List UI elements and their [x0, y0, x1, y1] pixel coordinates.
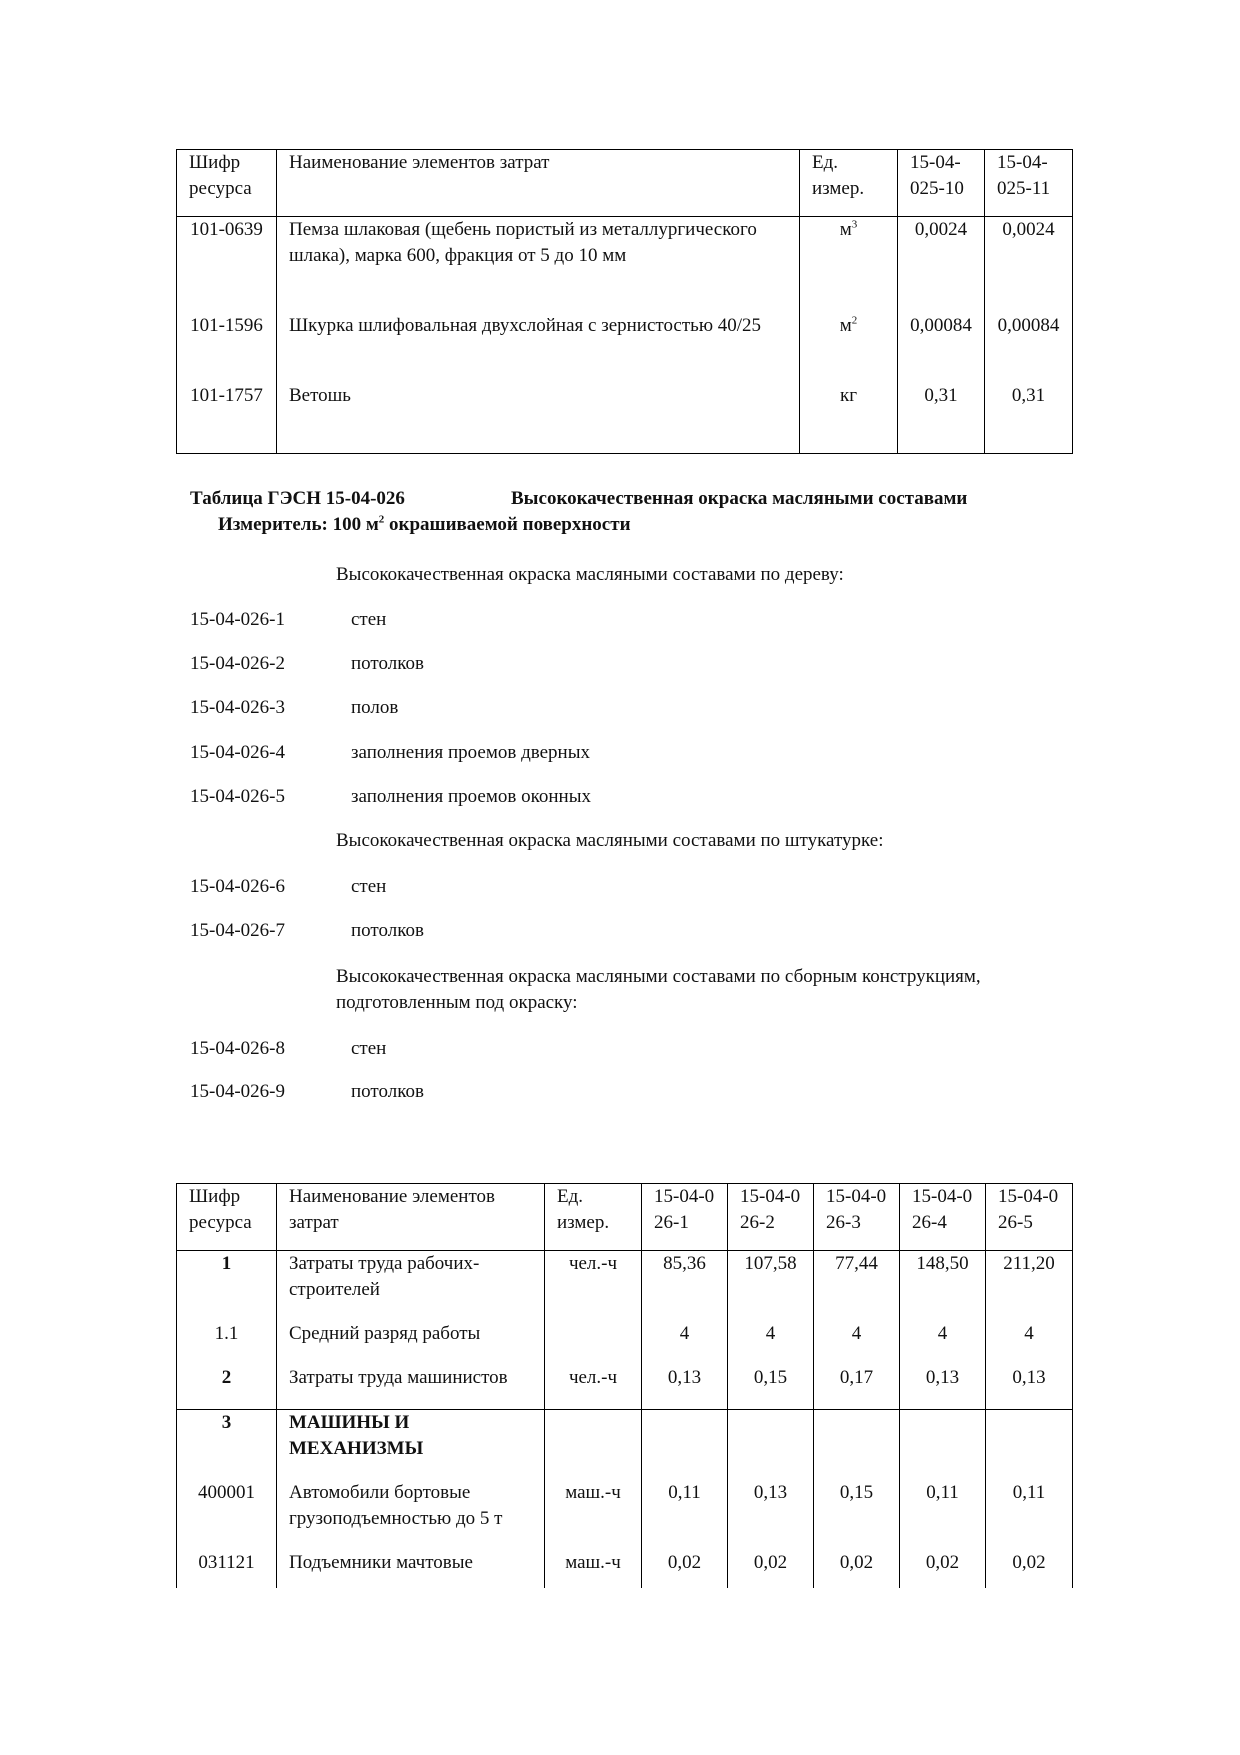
value-cell: 0,13 [642, 1365, 728, 1410]
value-cell [728, 1410, 814, 1481]
item-code: 15-04-026-1 [190, 609, 285, 630]
resource-name: Затраты труда машинистов [277, 1365, 545, 1410]
value-cell: 0,02 [814, 1550, 900, 1588]
value-cell: 85,36 [642, 1251, 728, 1322]
item-text: стен [351, 609, 387, 630]
value-cell: 0,02 [642, 1550, 728, 1588]
group-heading: Высококачественная окраска масляными составами по штукатурке: [336, 830, 884, 851]
item-text: потолков [351, 920, 424, 941]
header-cell: Шифр ресурса [177, 150, 277, 217]
unit-cell: кг [800, 383, 898, 454]
item-code: 15-04-026-2 [190, 653, 285, 674]
value-cell: 0,15 [814, 1480, 900, 1550]
table-row [177, 1365, 1073, 1410]
item-text: заполнения проемов оконных [351, 786, 591, 807]
table-title: Высококачественная окраска масляными составами [511, 488, 968, 509]
value-cell: 0,0024 [898, 217, 985, 314]
header-cell: Шифр ресурса [177, 1184, 277, 1251]
unit-cell: $м^3$ [800, 217, 898, 314]
value-cell: 0,13 [986, 1365, 1073, 1410]
value-cell: 0,13 [900, 1365, 986, 1410]
value-cell: 211,20 [986, 1251, 1073, 1322]
resource-table-025 [176, 149, 1073, 454]
item-text: полов [351, 697, 399, 718]
group-heading: Высококачественная окраска масляными составами по сборным конструкциям, подготовленным под окраску: [336, 966, 981, 1013]
value-cell: 0,00084 [985, 313, 1073, 383]
value-cell: 0,31 [898, 383, 985, 454]
value-cell: 0,11 [900, 1480, 986, 1550]
resource-name: Автомобили бортовые грузоподъемностью до 5 т [277, 1480, 545, 1550]
header-cell: 15-04-026-1 [642, 1184, 728, 1251]
value-cell: 0,17 [814, 1365, 900, 1410]
unit-cell: маш.-ч [545, 1480, 642, 1550]
resource-name: Затраты труда рабочих-строителей [277, 1251, 545, 1322]
value-cell: 4 [728, 1321, 814, 1365]
header-cell: Наименование элементов затрат [277, 1184, 545, 1251]
value-cell: 0,13 [728, 1480, 814, 1550]
resource-name: Пемза шлаковая (щебень пористый из металлургического шлака), марка 600, фракция от 5 до 10 мм [277, 217, 800, 314]
resource-code: 1 [177, 1251, 277, 1322]
resource-name: Средний разряд работы [277, 1321, 545, 1365]
value-cell: 148,50 [900, 1251, 986, 1322]
resource-code: 400001 [177, 1480, 277, 1550]
table-title-line [190, 488, 968, 510]
resource-code: 1.1 [177, 1321, 277, 1365]
resource-code: 031121 [177, 1550, 277, 1588]
item-code: 15-04-026-4 [190, 742, 285, 763]
meter-line: Измеритель: 100 $м^2$ окрашиваемой поверхности [218, 513, 631, 535]
item-code: 15-04-026-7 [190, 920, 285, 941]
table-header-row [177, 1184, 1073, 1251]
group-heading: Высококачественная окраска масляными составами по дереву: [336, 564, 844, 585]
resource-code: 3 [177, 1410, 277, 1481]
item-text: заполнения проемов дверных [351, 742, 590, 763]
value-cell [642, 1410, 728, 1481]
value-cell: 4 [900, 1321, 986, 1365]
unit-cell [545, 1321, 642, 1365]
resource-table-026 [176, 1183, 1073, 1588]
table-row [177, 1410, 1073, 1481]
value-cell: 0,02 [728, 1550, 814, 1588]
table-row [177, 383, 1073, 454]
resource-code: 101-1596 [177, 313, 277, 383]
table-row [177, 1321, 1073, 1365]
value-cell [814, 1410, 900, 1481]
item-text: потолков [351, 1081, 424, 1102]
table-row [177, 313, 1073, 383]
value-cell: 0,0024 [985, 217, 1073, 314]
value-cell: 0,00084 [898, 313, 985, 383]
unit-cell [545, 1410, 642, 1481]
resource-code: 101-1757 [177, 383, 277, 454]
header-cell: 15-04-025-11 [985, 150, 1073, 217]
item-code: 15-04-026-3 [190, 697, 285, 718]
unit-cell: маш.-ч [545, 1550, 642, 1588]
item-code: 15-04-026-9 [190, 1081, 285, 1102]
value-cell [900, 1410, 986, 1481]
header-cell: 15-04-025-10 [898, 150, 985, 217]
header-cell: Наименование элементов затрат [277, 150, 800, 217]
value-cell: 4 [986, 1321, 1073, 1365]
header-cell: 15-04-026-2 [728, 1184, 814, 1251]
item-code: 15-04-026-6 [190, 876, 285, 897]
item-code: 15-04-026-5 [190, 786, 285, 807]
item-text: стен [351, 1038, 387, 1059]
unit-cell: $м^2$ [800, 313, 898, 383]
header-cell: 15-04-026-3 [814, 1184, 900, 1251]
value-cell: 77,44 [814, 1251, 900, 1322]
table-row [177, 1480, 1073, 1550]
resource-name: Подъемники мачтовые [277, 1550, 545, 1588]
value-cell: 0,11 [986, 1480, 1073, 1550]
table-row [177, 1550, 1073, 1588]
item-text: потолков [351, 653, 424, 674]
unit-cell: чел.-ч [545, 1365, 642, 1410]
value-cell: 0,02 [986, 1550, 1073, 1588]
value-cell: 107,58 [728, 1251, 814, 1322]
table-row [177, 1251, 1073, 1322]
table-header-row [177, 150, 1073, 217]
item-code: 15-04-026-8 [190, 1038, 285, 1059]
resource-name: МАШИНЫ И МЕХАНИЗМЫ [277, 1410, 545, 1481]
header-cell: Ед. измер. [800, 150, 898, 217]
value-cell: 4 [814, 1321, 900, 1365]
value-cell [986, 1410, 1073, 1481]
value-cell: 4 [642, 1321, 728, 1365]
header-cell: 15-04-026-5 [986, 1184, 1073, 1251]
table-row [177, 217, 1073, 314]
value-cell: 0,02 [900, 1550, 986, 1588]
header-cell: 15-04-026-4 [900, 1184, 986, 1251]
header-cell: Ед. измер. [545, 1184, 642, 1251]
unit-cell: чел.-ч [545, 1251, 642, 1322]
value-cell: 0,11 [642, 1480, 728, 1550]
value-cell: 0,15 [728, 1365, 814, 1410]
item-text: стен [351, 876, 387, 897]
resource-code: 2 [177, 1365, 277, 1410]
table-label: Таблица ГЭСН 15-04-026 [190, 488, 405, 509]
resource-code: 101-0639 [177, 217, 277, 314]
value-cell: 0,31 [985, 383, 1073, 454]
resource-name: Шкурка шлифовальная двухслойная с зернистостью 40/25 [277, 313, 800, 383]
resource-name: Ветошь [277, 383, 800, 454]
